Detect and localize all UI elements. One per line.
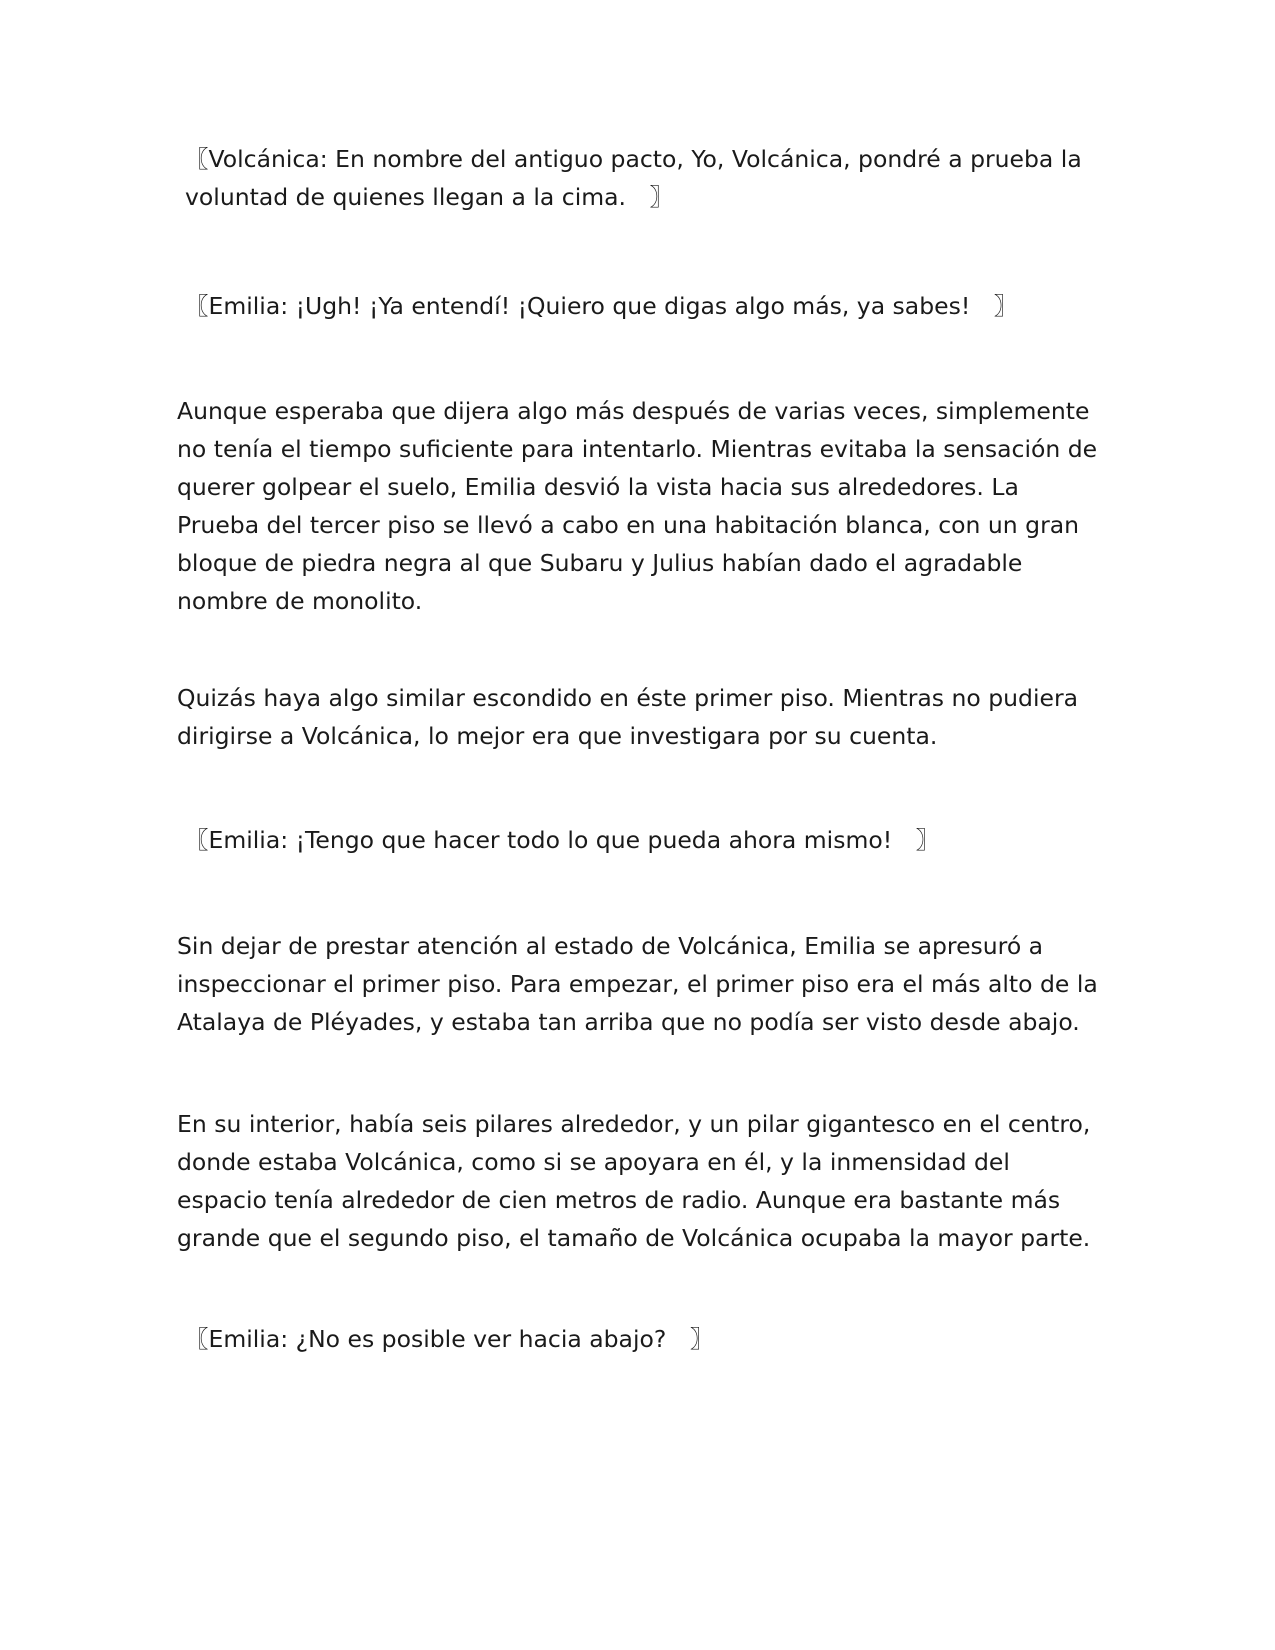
dialogue-emilia-tengo: 〖Emilia: ¡Tengo que hacer todo lo que pueda ahora mismo! 〗 (185, 826, 940, 854)
dialogue-emilia-abajo: 〖Emilia: ¿No es posible ver hacia abajo? 〗 (185, 1325, 714, 1353)
paragraph-narration-3: Sin dejar de prestar atención al estado de Volcánica, Emilia se apresuró a inspeccionar el primer piso. Para empezar, el primer piso era el más alto de la Atalaya de Pléyades, y estaba tan arriba que no podía ser visto desde abajo. (177, 932, 1098, 1036)
paragraph-narration-1: Aunque esperaba que dijera algo más después de varias veces, simplemente no tenía el tiempo suficiente para intentarlo. Mientras evitaba la sensación de querer golpear el suelo, Emilia desvió la vista hacia sus alrededores. La Prueba del tercer piso se llevó a cabo en una habitación blanca, con un gran bloque de piedra negra al que Subaru y Julius habían dado el agradable nombre de monolito. (177, 397, 1098, 615)
dialogue-emilia-ugh: 〖Emilia: ¡Ugh! ¡Ya entendí! ¡Quiero que digas algo más, ya sabes! 〗 (185, 292, 1018, 320)
dialogue-volcanica-pact: 〖Volcánica: En nombre del antiguo pacto, Yo, Volcánica, pondré a prueba la voluntad de quienes llegan a la cima. 〗 (185, 145, 1082, 211)
paragraph-narration-4: En su interior, había seis pilares alrededor, y un pilar gigantesco en el centro, donde estaba Volcánica, como si se apoyara en él, y la inmensidad del espacio tenía alrededor de cien metros de radio. Aunque era bastante más grande que el segundo piso, el tamaño de Volcánica ocupaba la mayor parte. (177, 1110, 1091, 1252)
paragraph-narration-2: Quizás haya algo similar escondido en éste primer piso. Mientras no pudiera dirigirse a Volcánica, lo mejor era que investigara por su cuenta. (177, 684, 1079, 750)
